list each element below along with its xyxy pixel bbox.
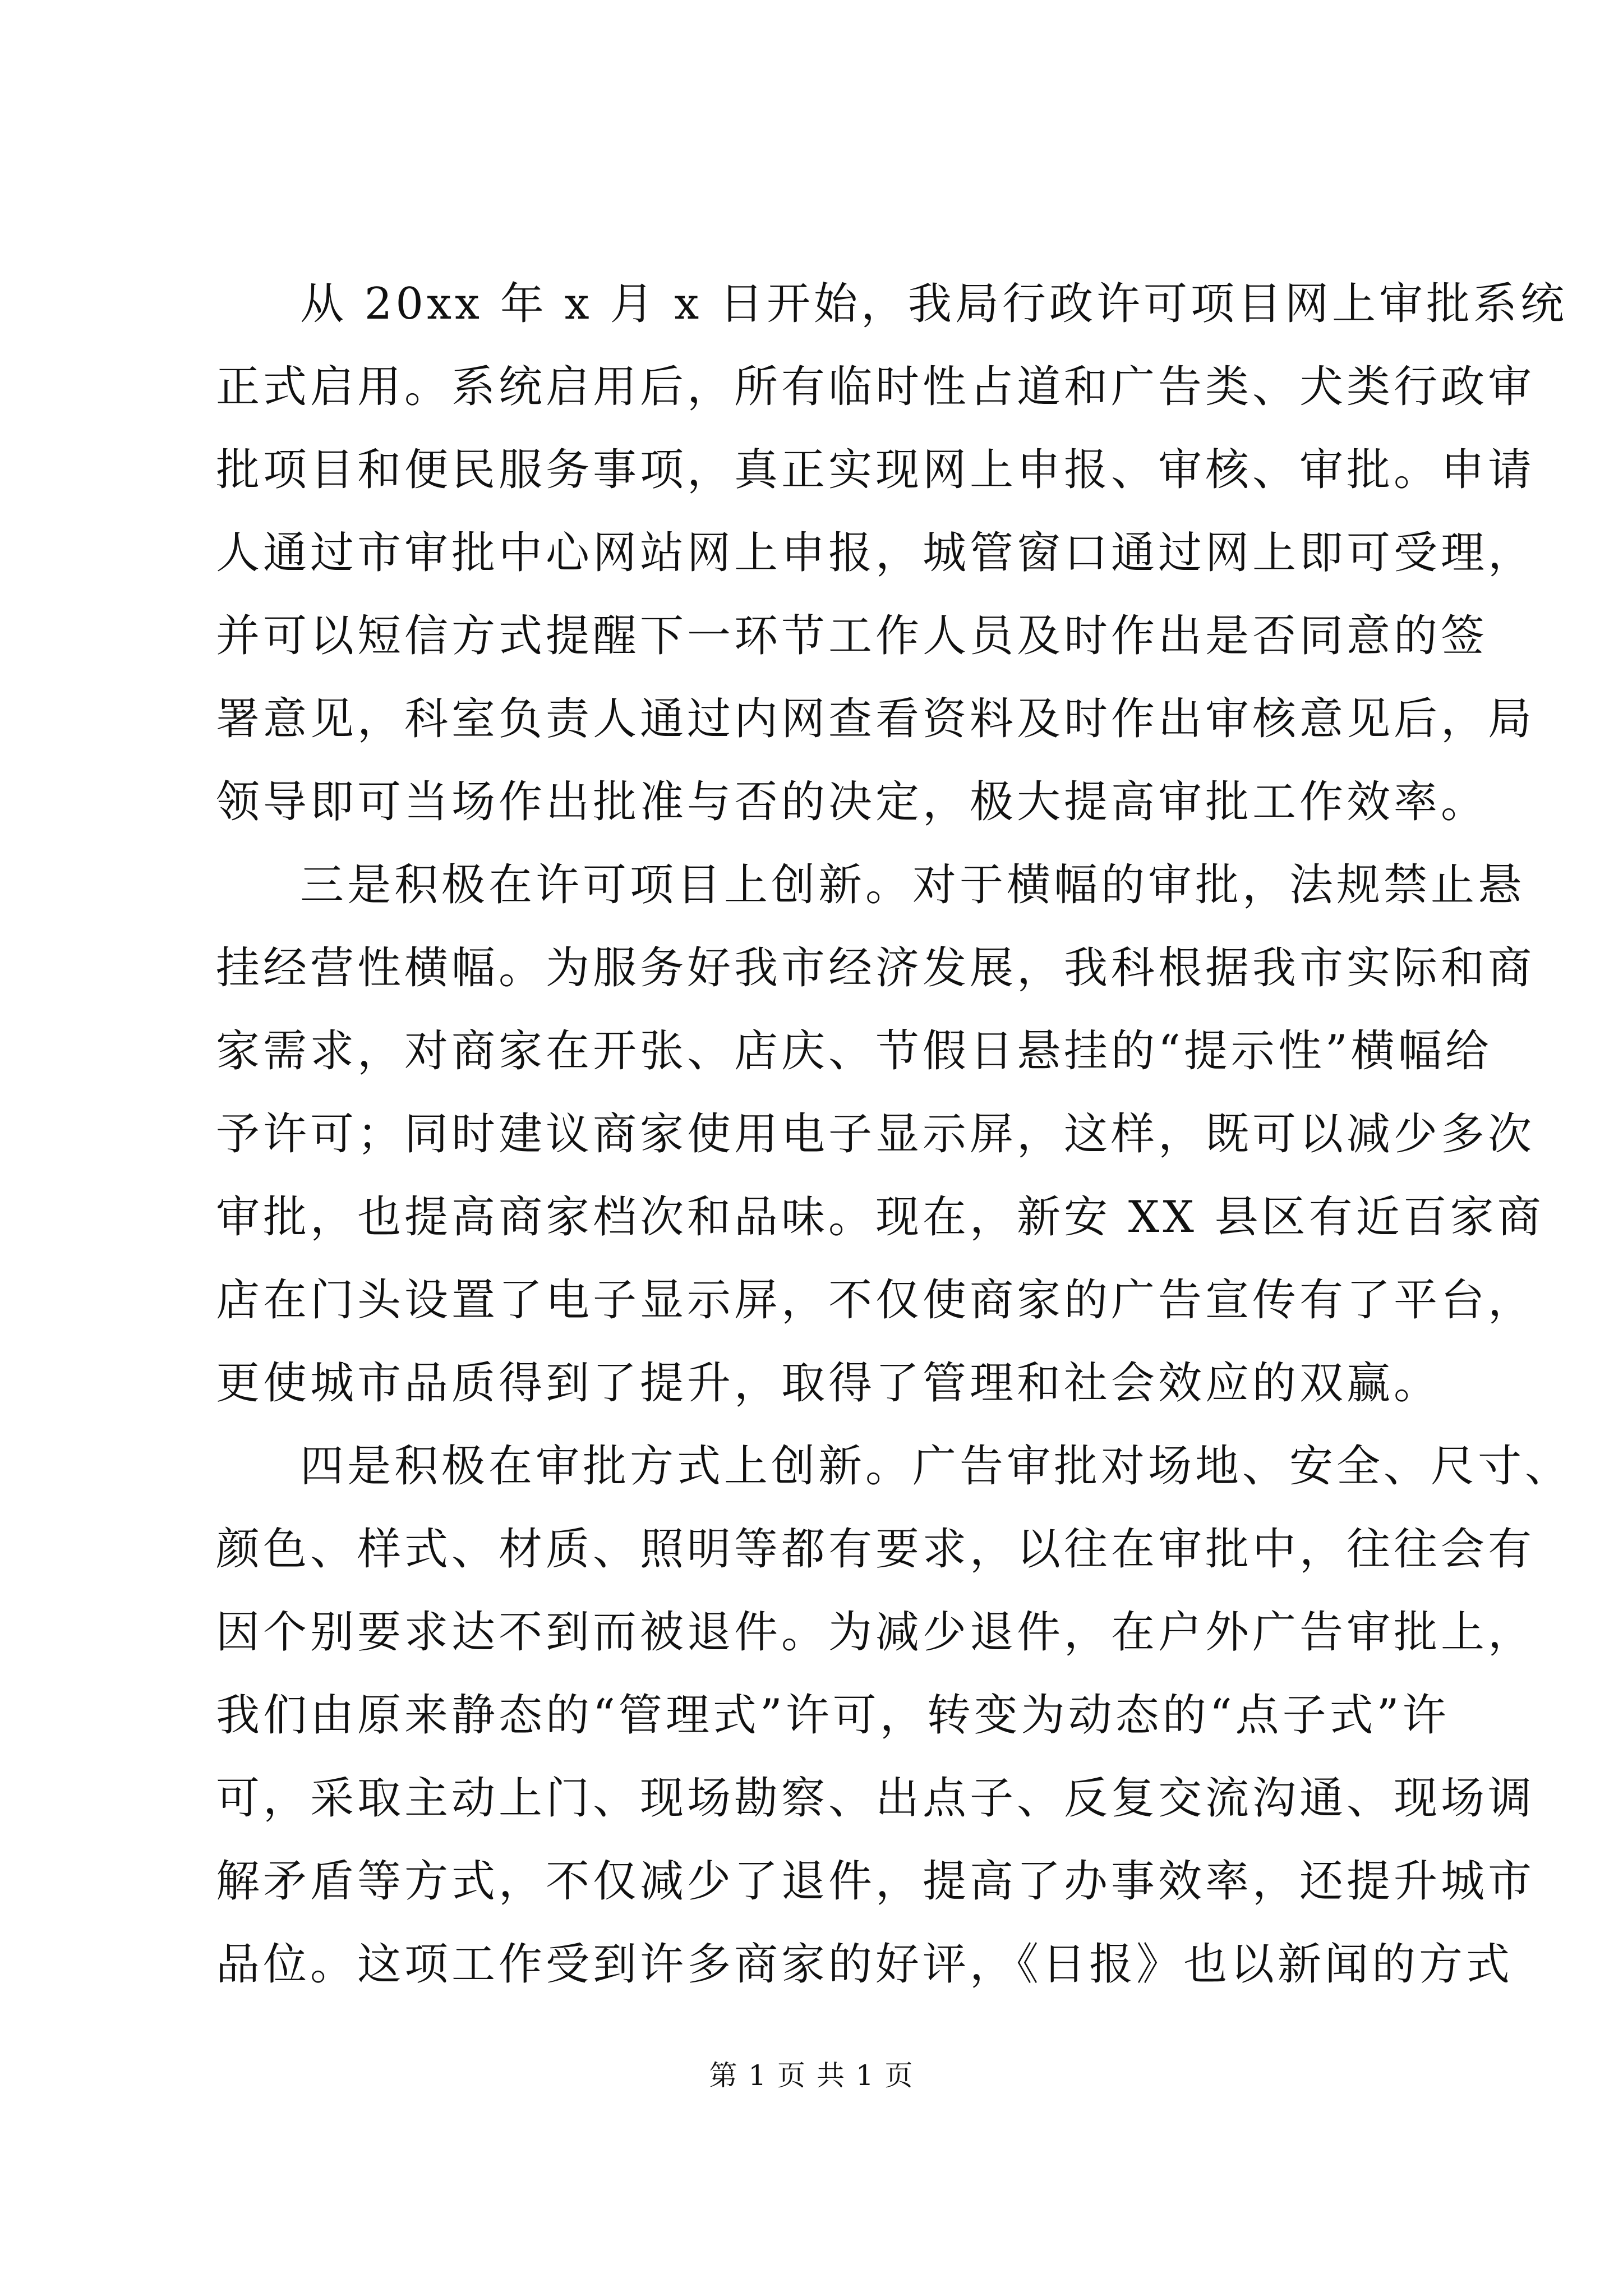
paragraph-3-line-4: 我们由原来静态的“管理式”许可，转变为动态的“点子式”许 (216, 1690, 1450, 1741)
paragraph-2-line-6: 店在门头设置了电子显示屏，不仅使商家的广告宣传有了平台， (216, 1275, 1536, 1326)
paragraph-3-line-2: 颜色、样式、材质、照明等都有要求，以往在审批中，往往会有 (216, 1524, 1536, 1575)
paragraph-2-line-4: 予许可；同时建议商家使用电子显示屏，这样，既可以减少多次 (216, 1109, 1536, 1159)
paragraph-2-line-3: 家需求，对商家在开张、店庆、节假日悬挂的“提示性”横幅给 (216, 1026, 1492, 1076)
paragraph-1-line-7: 领导即可当场作出批准与否的决定，极大提高审批工作效率。 (216, 777, 1488, 827)
paragraph-2-line-5: 审批，也提高商家档次和品味。现在，新安 XX 县区有近百家商 (216, 1192, 1544, 1243)
paragraph-3-line-7: 品位。这项工作受到许多商家的好评，《日报》也以新闻的方式 (216, 1939, 1514, 1990)
paragraph-1-line-5: 并可以短信方式提醒下一环节工作人员及时作出是否同意的签 (216, 611, 1488, 661)
paragraph-2-line-2: 挂经营性横幅。为服务好我市经济发展，我科根据我市实际和商 (216, 943, 1536, 993)
paragraph-3-line-5: 可，采取主动上门、现场勘察、出点子、反复交流沟通、现场调 (216, 1773, 1536, 1824)
page-footer: 第 1 页 共 1 页 (709, 2059, 914, 2092)
paragraph-1-line-3: 批项目和便民服务事项，真正实现网上申报、审核、审批。申请 (216, 445, 1536, 495)
paragraph-1-line-6: 署意见，科室负责人通过内网查看资料及时作出审核意见后，局 (216, 694, 1536, 744)
document-body (216, 263, 1573, 2006)
paragraph-1-line-1: 从 20xx 年 x 月 x 日开始，我局行政许可项目网上审批系统 (300, 279, 1567, 329)
paragraph-2-line-7: 更使城市品质得到了提升，取得了管理和社会效应的双赢。 (216, 1358, 1441, 1409)
paragraph-3-line-6: 解矛盾等方式，不仅减少了退件，提高了办事效率，还提升城市 (216, 1856, 1536, 1907)
paragraph-3-line-3: 因个别要求达不到而被退件。为减少退件，在户外广告审批上， (216, 1607, 1536, 1658)
paragraph-2-line-1: 三是积极在许可项目上创新。对于横幅的审批，法规禁止悬 (300, 860, 1525, 910)
paragraph-1-line-4: 人通过市审批中心网站网上申报，城管窗口通过网上即可受理， (216, 528, 1536, 578)
paragraph-3-line-1: 四是积极在审批方式上创新。广告审批对场地、安全、尺寸、 (300, 1441, 1573, 1492)
paragraph-1-line-2: 正式启用。系统启用后，所有临时性占道和广告类、犬类行政审 (216, 362, 1536, 412)
